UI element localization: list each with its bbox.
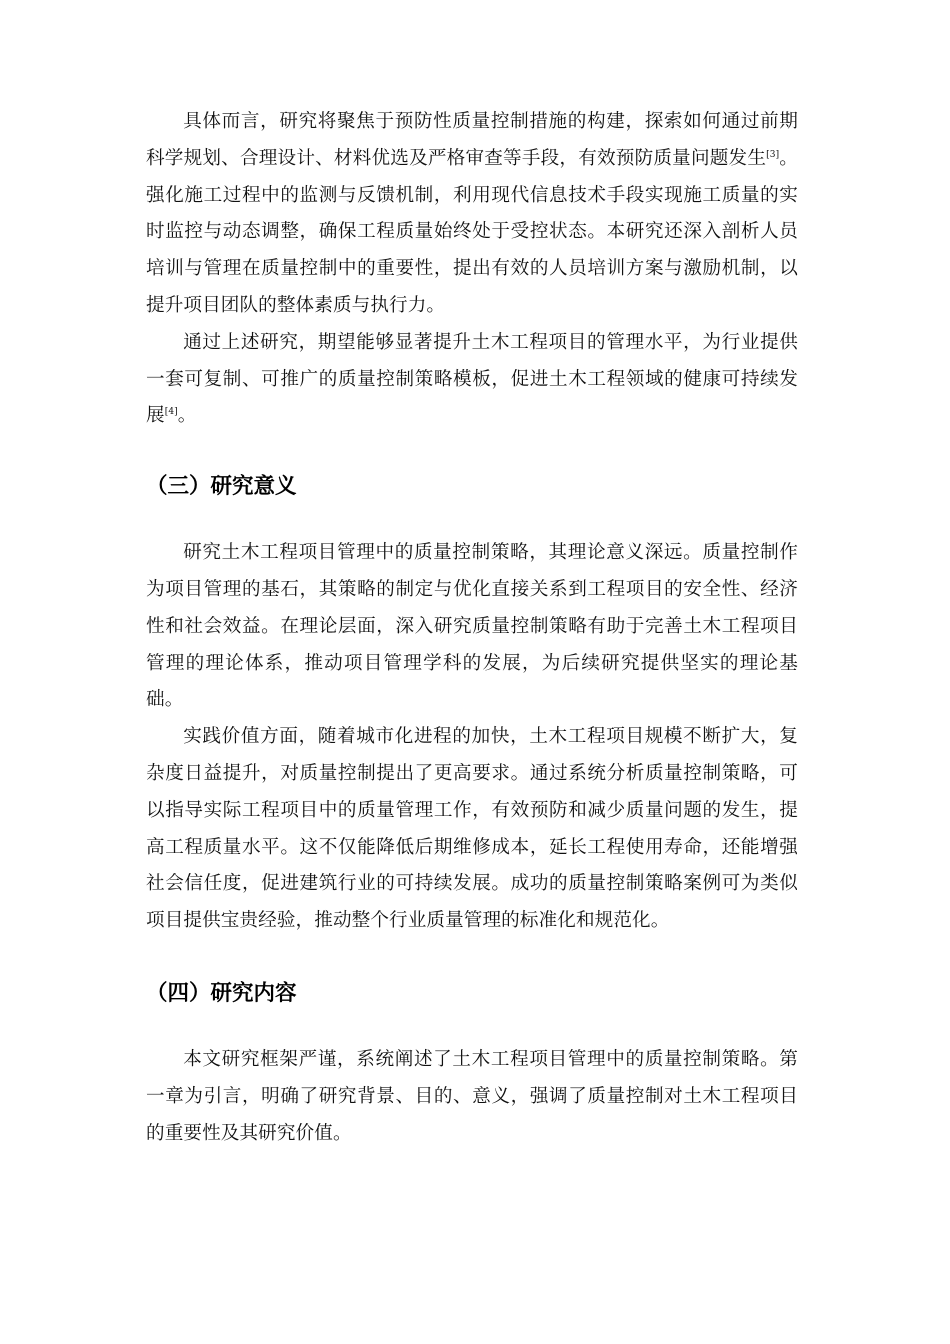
page-content bbox=[146, 104, 798, 1152]
citation-ref: [3] bbox=[766, 149, 780, 160]
paragraph-theoretical-significance: 研究土木工程项目管理中的质量控制策略，其理论意义深远。质量控制作为项目管理的基石，其策略的制定与优化直接关系到工程项目的安全性、经济性和社会效益。在理论层面，深入研究质量控制策略有助于完善土木工程项目管理的理论体系，推动项目管理学科的发展，为后续研究提供坚实的理论基础。 bbox=[146, 542, 798, 711]
paragraph-practical-value: 实践价值方面，随着城市化进程的加快，土木工程项目规模不断扩大，复杂度日益提升，对质量控制提出了更高要求。通过系统分析质量控制策略，可以指导实际工程项目中的质量管理工作，有效预防和减少质量问题的发生，提高工程质量水平。这不仅能降低后期维修成本，延长工程使用寿命，还能增强社会信任度，促进建筑行业的可持续发展。成功的质量控制策略案例可为类似项目提供宝贵经验，推动整个行业质量管理的标准化和规范化。 bbox=[146, 726, 798, 932]
paragraph-text: 通过上述研究，期望能够显著提升土木工程项目的管理水平，为行业提供一套可复制、可推广的质量控制策略模板，促进土木工程领域的健康可持续发展 bbox=[146, 331, 798, 427]
paragraph-text: 具体而言，研究将聚焦于预防性质量控制措施的构建，探索如何通过前期科学规划、合理设计、材料优选及严格审查等手段，有效预防质量问题发生 bbox=[146, 111, 798, 169]
paragraph-research-framework: 本文研究框架严谨，系统阐述了土木工程项目管理中的质量控制策略。第一章为引言，明确了研究背景、目的、意义，强调了质量控制对土木工程项目的重要性及其研究价值。 bbox=[146, 1048, 798, 1144]
section-heading-content: （四）研究内容 bbox=[146, 980, 297, 1006]
paragraph-specifics bbox=[146, 104, 798, 325]
paragraph-expectation bbox=[146, 325, 798, 435]
citation-ref: [4] bbox=[164, 407, 178, 418]
paragraph-text: 。强化施工过程中的监测与反馈机制，利用现代信息技术手段实现施工质量的实时监控与动态调整，确保工程质量始终处于受控状态。本研究还深入剖析人员培训与管理在质量控制中的重要性，提出有效的人员培训方案与激励机制，以提升项目团队的整体素质与执行力。 bbox=[146, 147, 798, 316]
section-heading-significance: （三）研究意义 bbox=[146, 474, 297, 500]
paragraph-text: 。 bbox=[177, 405, 197, 427]
